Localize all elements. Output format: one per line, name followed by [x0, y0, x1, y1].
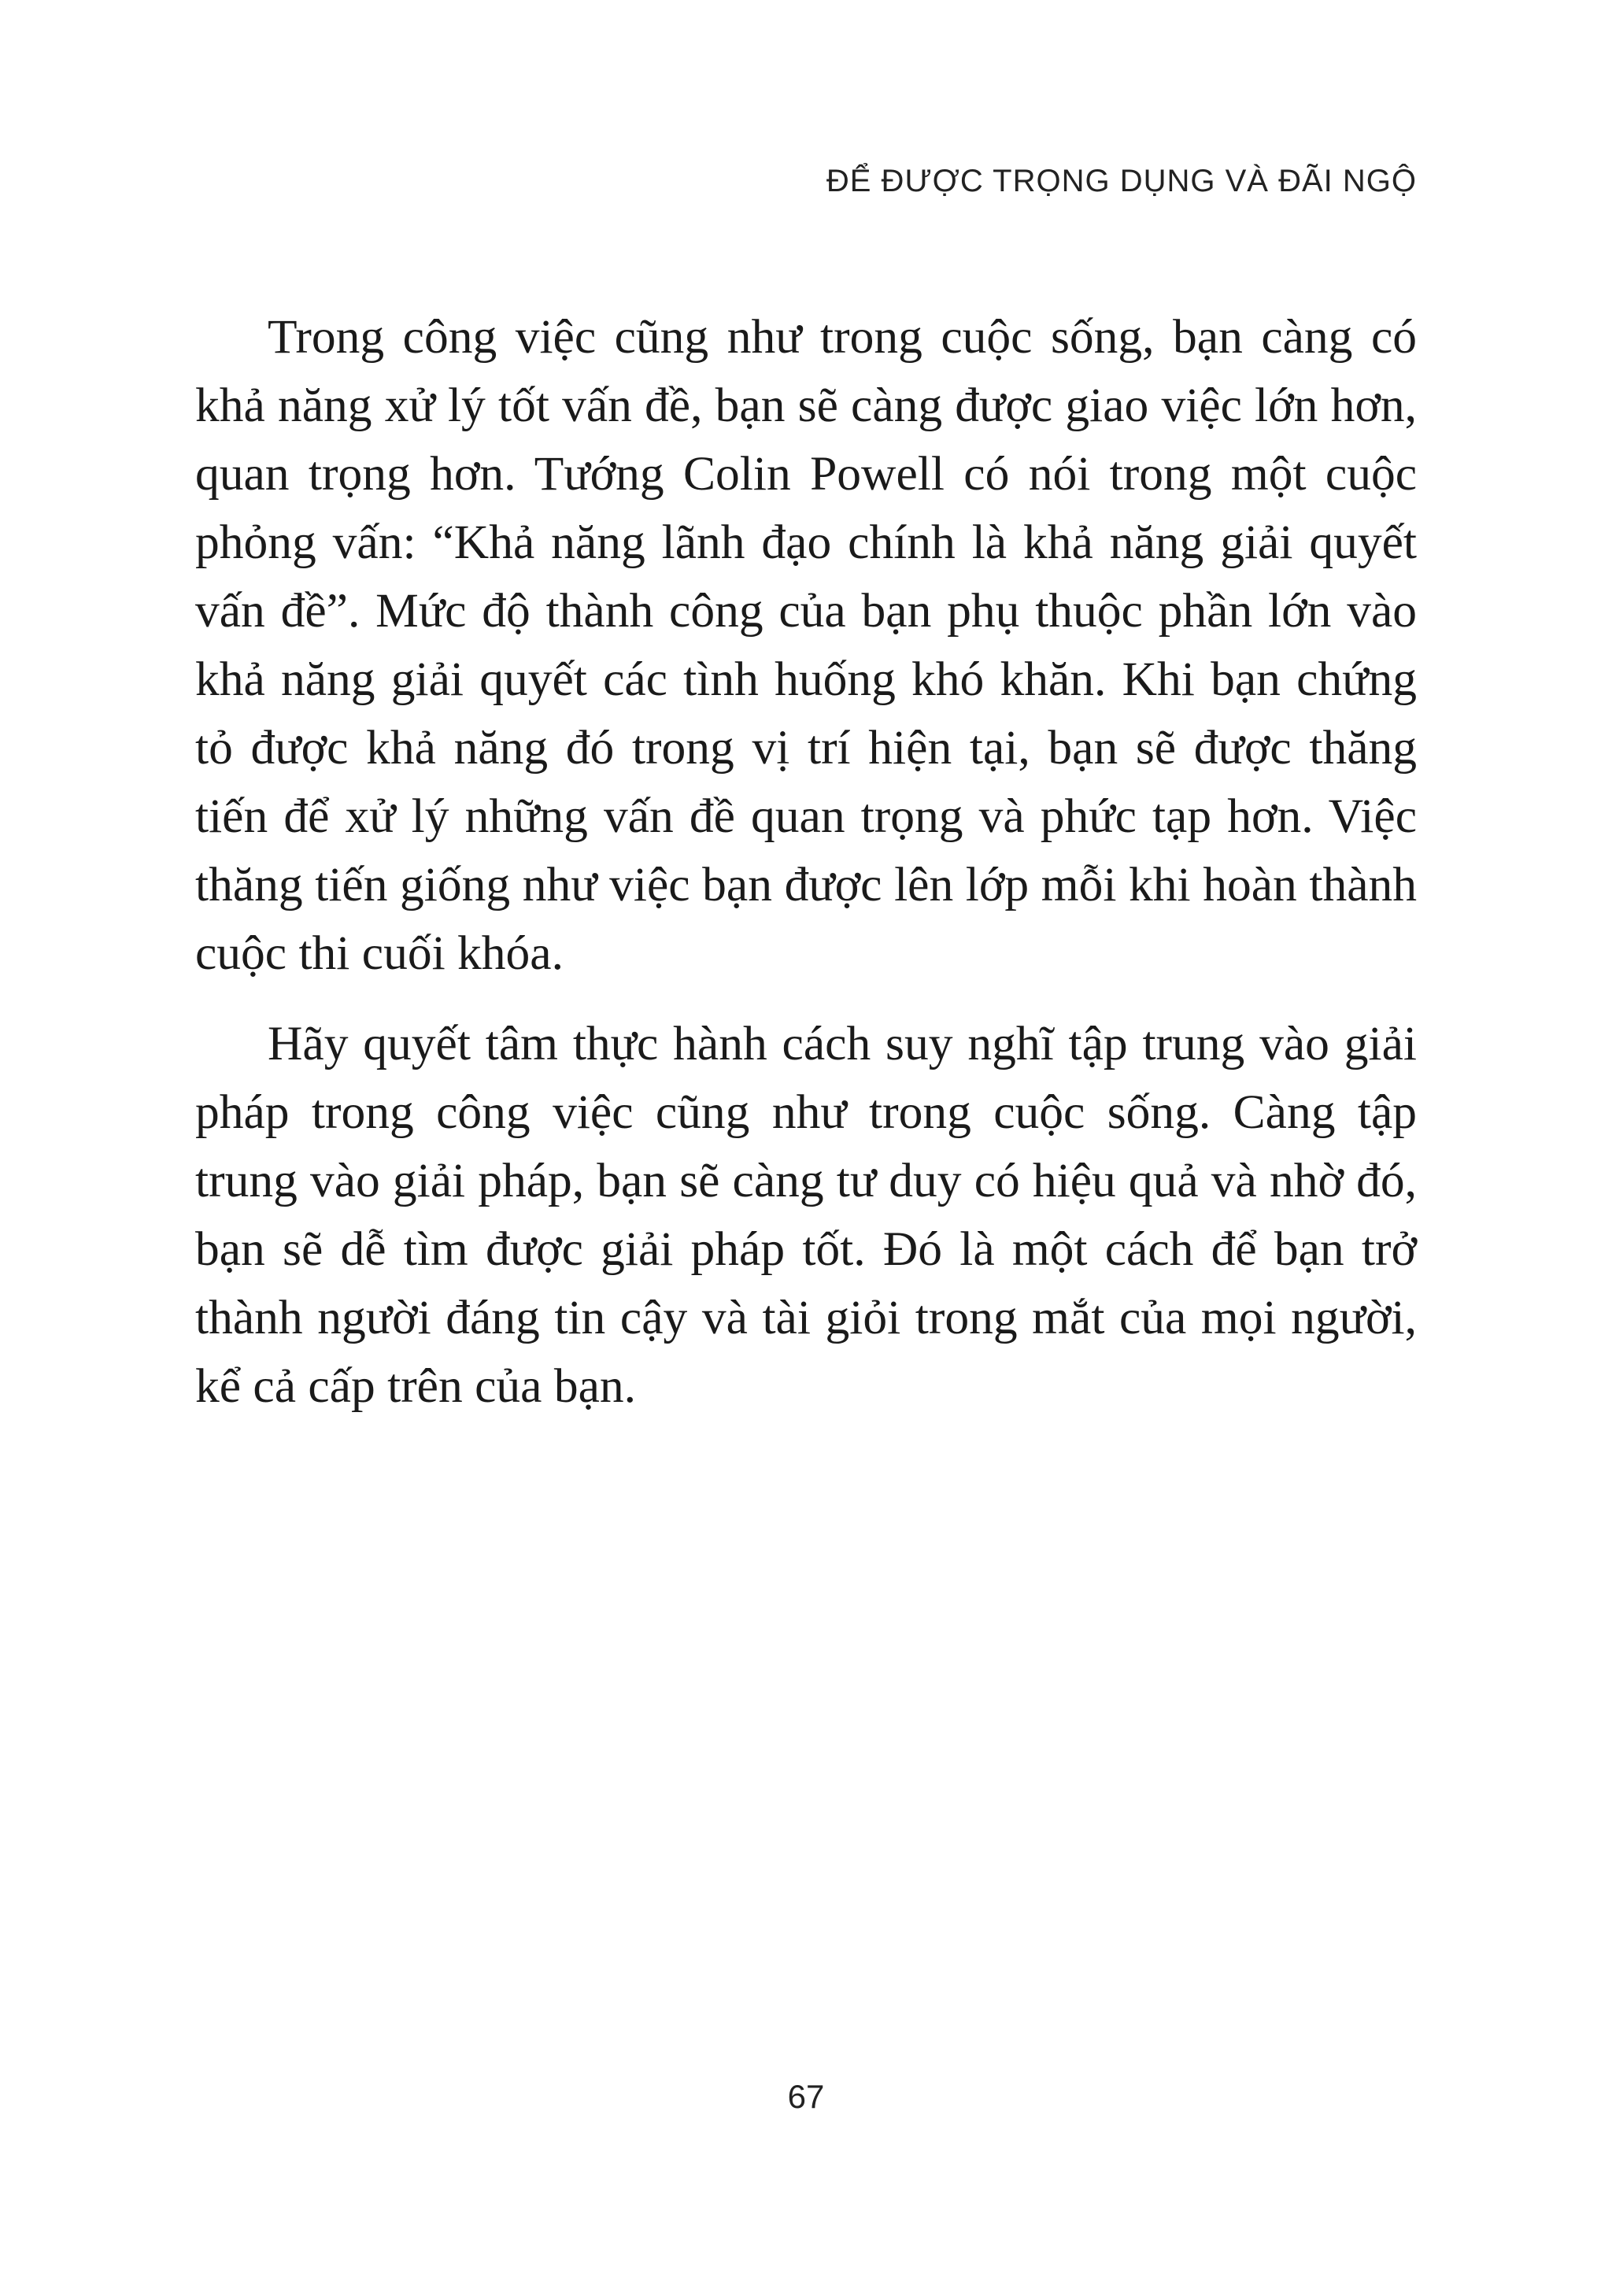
running-header: ĐỂ ĐƯỢC TRỌNG DỤNG VÀ ĐÃI NGỘ	[826, 164, 1417, 198]
paragraph: Trong công việc cũng như trong cuộc sống, bạn càng có khả năng xử lý tốt vấn đề, bạn sẽ càng được giao việc lớn hơn, quan trọng hơn. Tướng Colin Powell có nói trong một cuộc phỏng vấn: “Khả năng lãnh đạo chính là khả năng giải quyết vấn đề”. Mức độ thành công của bạn phụ thuộc phần lớn vào khả năng giải quyết các tình huống khó khăn. Khi bạn chứng tỏ được khả năng đó trong vị trí hiện tại, bạn sẽ được thăng tiến để xử lý những vấn đề quan trọng và phức tạp hơn. Việc thăng tiến giống như việc bạn được lên lớp mỗi khi hoàn thành cuộc thi cuối khóa.	[195, 310, 1417, 980]
paragraph: Hãy quyết tâm thực hành cách suy nghĩ tập trung vào giải pháp trong công việc cũng như trong cuộc sống. Càng tập trung vào giải pháp, bạn sẽ càng tư duy có hiệu quả và nhờ đó, bạn sẽ dễ tìm được giải pháp tốt. Đó là một cách để bạn trở thành người đáng tin cậy và tài giỏi trong mắt của mọi người, kể cả cấp trên của bạn.	[195, 1017, 1417, 1413]
page-number: 67	[787, 2078, 825, 2115]
body-text	[195, 303, 1417, 1443]
